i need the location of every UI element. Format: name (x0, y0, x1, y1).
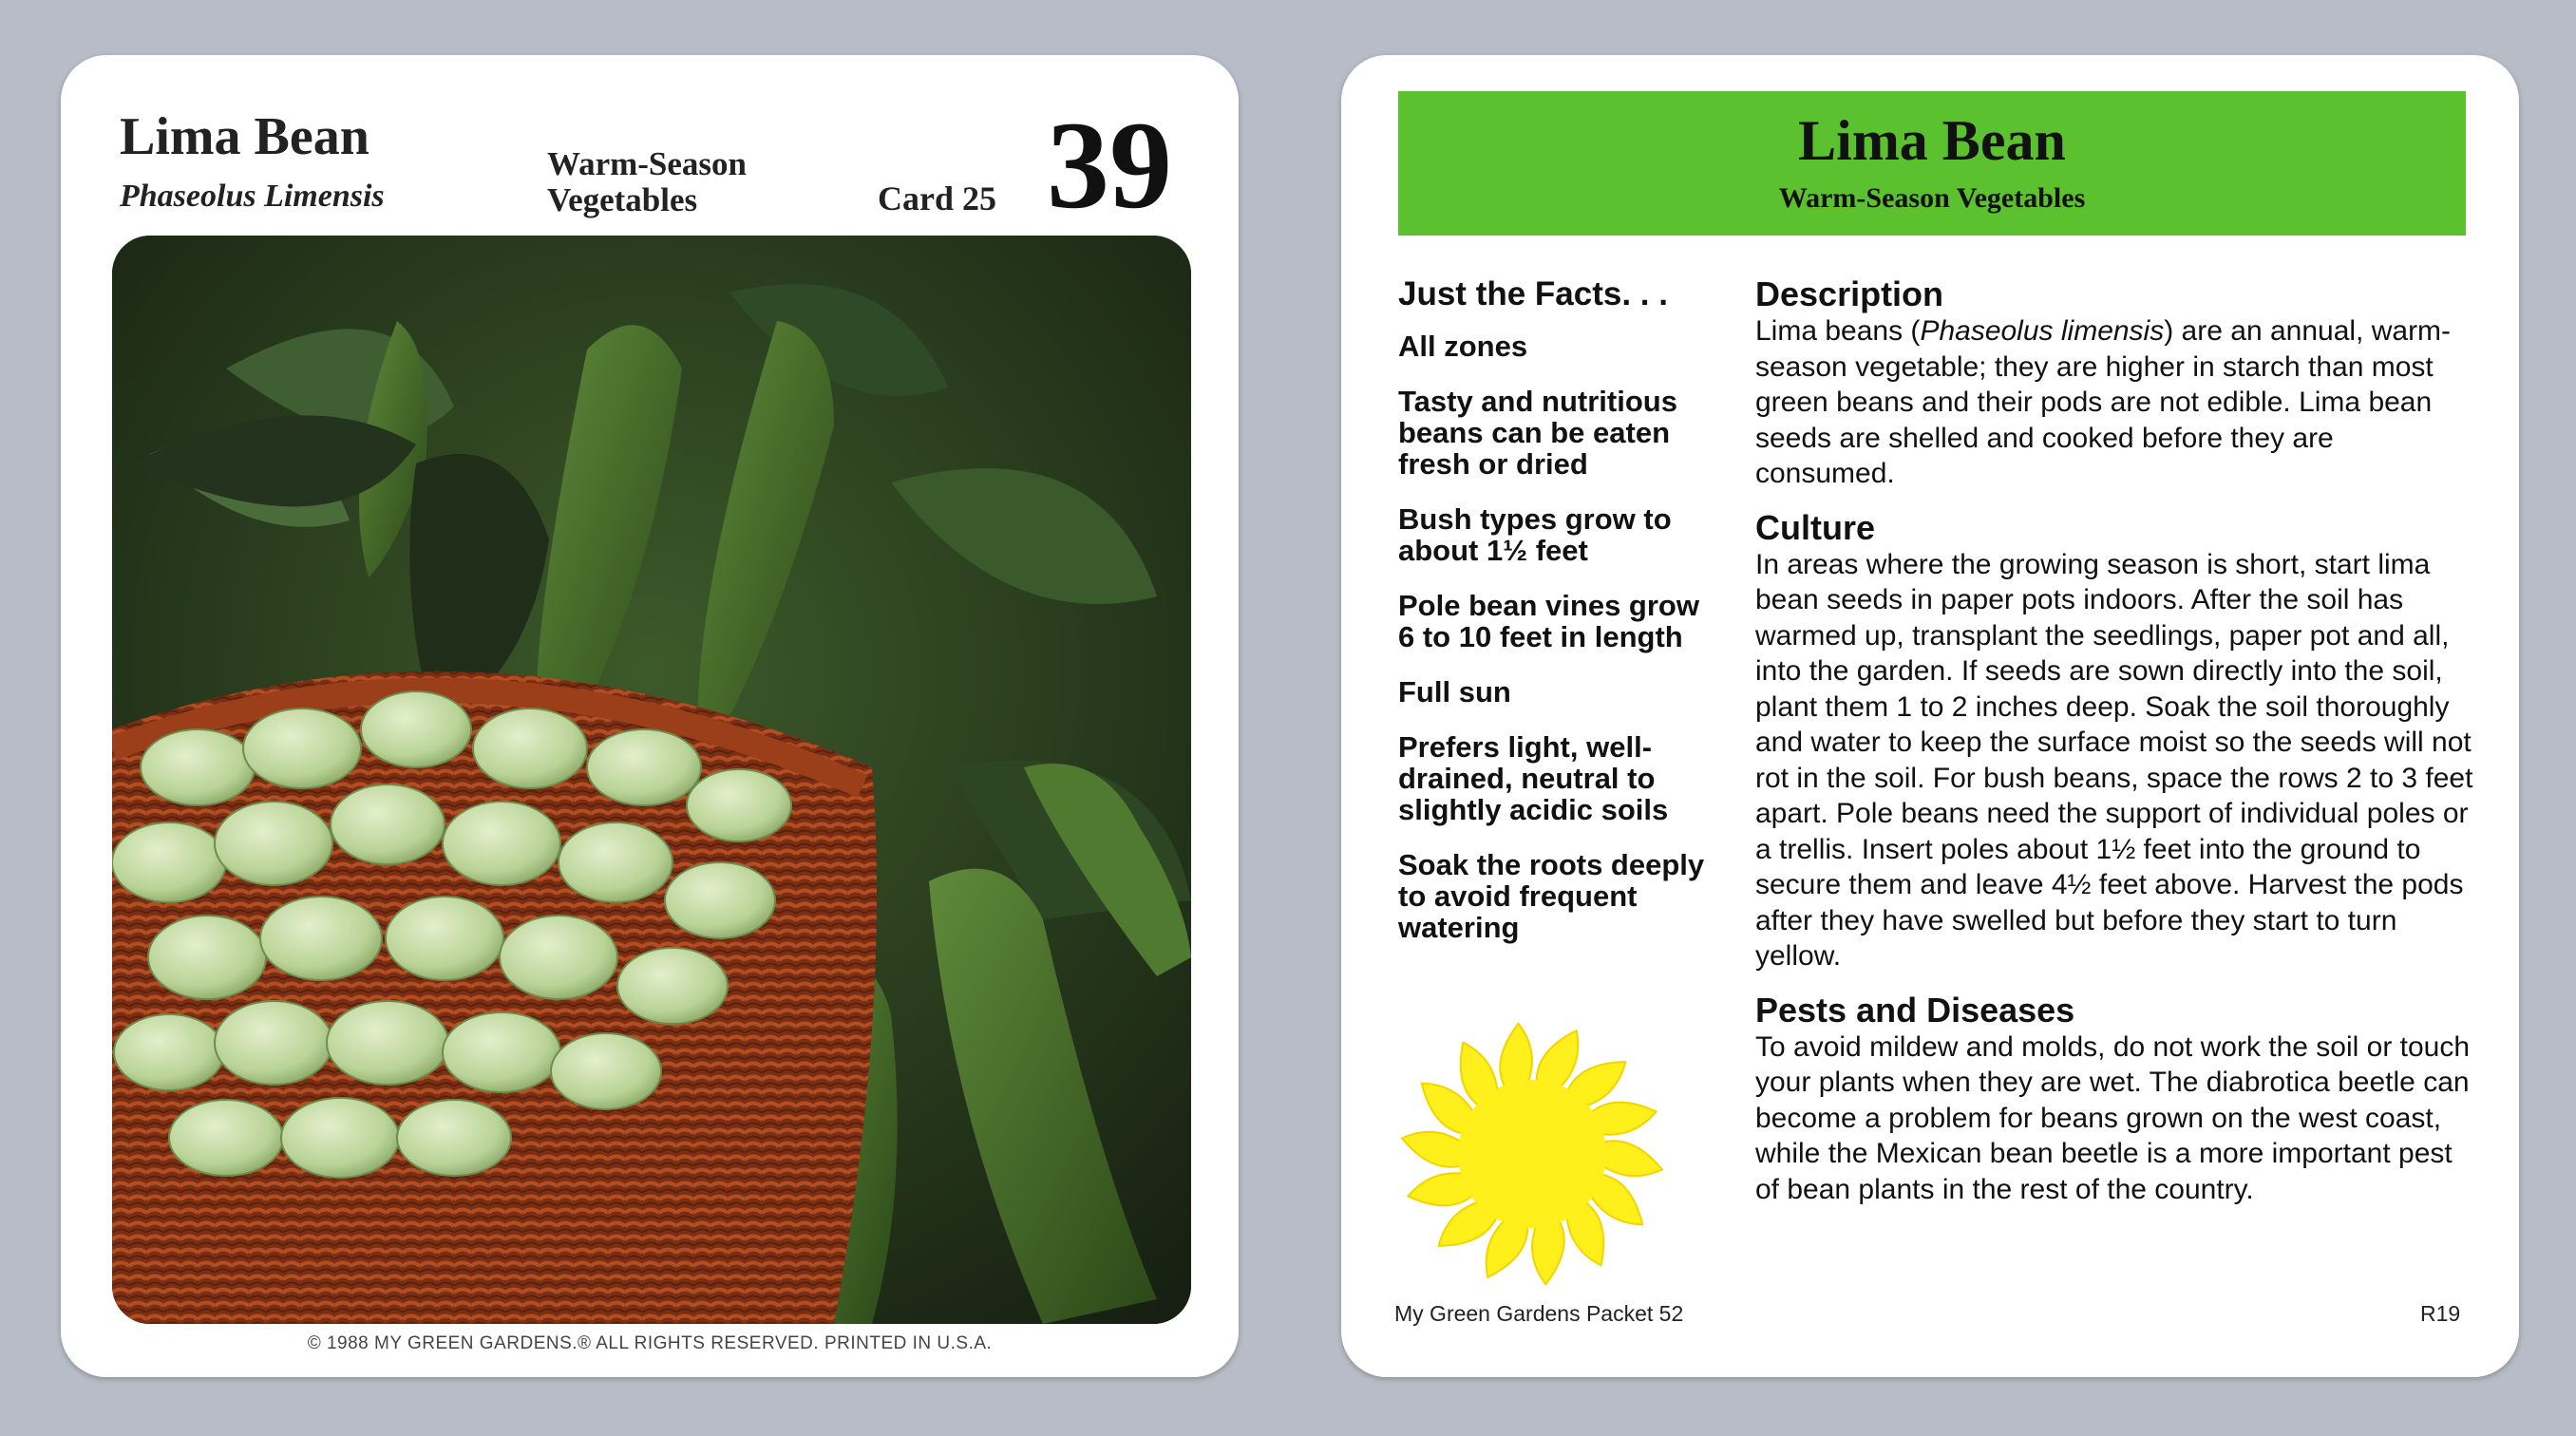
title-banner (1398, 91, 2466, 236)
fact-item: All zones (1398, 330, 1528, 363)
card-title: Lima Bean (120, 107, 369, 166)
pests-text: To avoid mildew and molds, do not work the soil or touch your plants when they are wet. The diabrotica beetle can become a problem for beans grown on the west coast, while the Mexican bean beetle is a more important pest of bean plants in the rest of the country. (1755, 1030, 2471, 1205)
fact-item: Full sun (1398, 675, 1511, 709)
fact-item: Prefers light, well-drained, neutral to slightly acidic soils (1398, 730, 1669, 826)
lima-beans-in-basket-photo (112, 236, 1191, 1324)
fact-item: Bush types grow to about 1½ feet (1398, 502, 1672, 567)
fact-item: Pole bean vines grow 6 to 10 feet in length (1398, 589, 1699, 653)
category-label: Warm-Season Vegetables (547, 145, 747, 218)
front-card (61, 55, 1239, 1377)
sun-ray (1500, 1024, 1532, 1089)
sun-ray (1487, 1219, 1528, 1277)
pests-heading: Pests and Diseases (1755, 990, 2075, 1030)
back-card (1341, 55, 2519, 1377)
fact-item: Tasty and nutritious beans can be eaten fresh or dried (1398, 385, 1677, 481)
banner-title: Lima Bean (1798, 109, 2066, 172)
latin-name: Phaseolus Limensis (120, 179, 385, 214)
sun-ray (1601, 1141, 1662, 1176)
facts-heading: Just the Facts. . . (1398, 275, 1668, 312)
culture-text: In areas where the growing season is short, start lima bean seeds in paper pots indoors. After the soil has warmed up, transplant the seedlings, paper pot and all, into the garden. If seeds are sown directly into the soil, plant them 1 to 2 inches deep. Soak the soil thoroughly and water to keep the surface moist so the seeds will not rot in the soil. For bush beans, space the rows 2 to 3 feet apart. Pole beans need the support of individual poles or a trellis. Insert poles about 1½ feet into the ground to secure them and leave 4½ feet above. Harvest the pods after they have swelled but before they start to turn yellow. (1755, 548, 2473, 972)
facts-column (1398, 275, 1712, 967)
sun-ray (1537, 1030, 1579, 1088)
description-text: Lima beans (Phaseolus limensis) are an annual, warm-season vegetable; they are higher in starch than most green beans and their pods are not edible. Lima bean seeds are shelled and cooked before they are consumed. (1755, 315, 2452, 489)
sun-icon (1394, 1016, 1670, 1292)
sun-ray (1532, 1219, 1564, 1285)
description-heading: Description (1755, 274, 1944, 313)
description-column (1755, 275, 2477, 1224)
sun-ray (1402, 1132, 1463, 1167)
card-label: Card 25 (878, 180, 996, 217)
packet-label: My Green Gardens Packet 52 (1394, 1301, 1684, 1326)
copyright-notice: © 1988 MY GREEN GARDENS.® ALL RIGHTS RESERVED. PRINTED IN U.S.A. (307, 1333, 993, 1353)
card-number: 39 (1047, 95, 1172, 235)
culture-heading: Culture (1755, 507, 1875, 547)
card-code: R19 (2420, 1301, 2461, 1326)
fact-item: Soak the roots deeply to avoid frequent watering (1398, 848, 1705, 944)
banner-subtitle: Warm-Season Vegetables (1778, 182, 2086, 214)
